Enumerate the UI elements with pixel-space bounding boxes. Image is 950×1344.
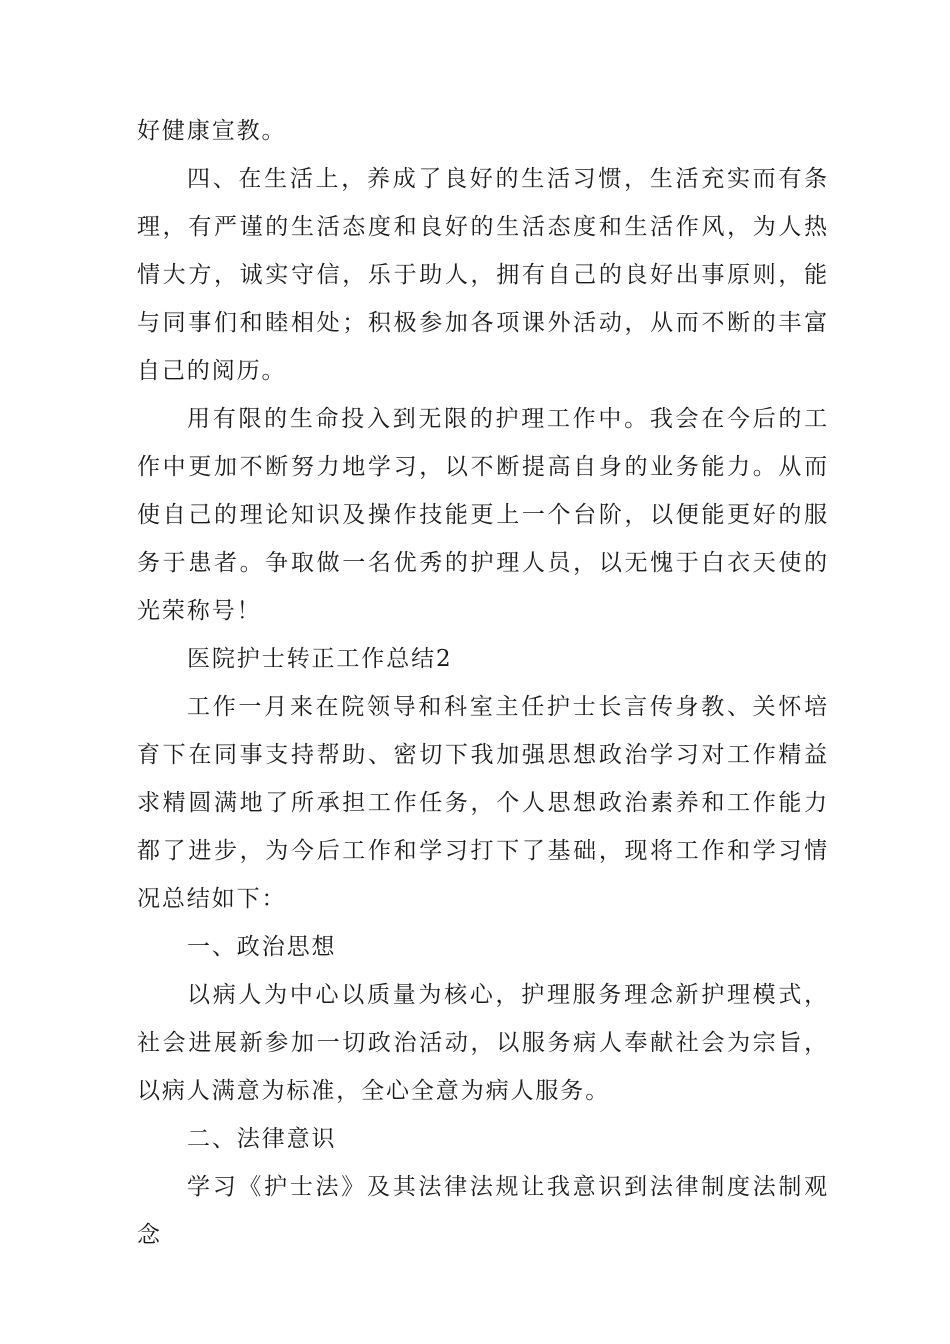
heading-political-thought: 一、政治思想 [187,934,337,960]
paragraph-closing: 用有限的生命投入到无限的护理工作中。我会在今后的工作中更加不断努力地学习，以不断提高自身的业务能力。从而使自己的理论知识及操作技能更上一个台阶，以便能更好的服务于患者。争取做一名优秀的护理人员，以无愧于白衣天使的光荣称号！ [137,406,829,624]
section-title: 医院护士转正工作总结2 [187,646,453,672]
paragraph-legal-awareness: 学习《护士法》及其法律法规让我意识到法律制度法制观念 [137,1174,829,1248]
paragraph-continuation: 好健康宣教。 [137,118,287,144]
paragraph-intro: 工作一月来在院领导和科室主任护士长言传身教、关怀培育下在同事支持帮助、密切下我加强思想政治学习对工作精益求精圆满地了所承担工作任务，个人思想政治素养和工作能力都了进步，为今后工作和学习打下了基础，现将工作和学习情况总结如下： [137,694,829,912]
heading-legal-awareness: 二、法律意识 [187,1126,337,1152]
paragraph-political-thought: 以病人为中心以质量为核心，护理服务理念新护理模式，社会进展新参加一切政治活动，以服务病人奉献社会为宗旨，以病人满意为标准，全心全意为病人服务。 [137,982,829,1104]
document-body [137,107,829,1259]
paragraph-life-habits: 四、在生活上，养成了良好的生活习惯，生活充实而有条理，有严谨的生活态度和良好的生活态度和生活作风，为人热情大方，诚实守信，乐于助人，拥有自己的良好出事原则，能与同事们和睦相处；积极参加各项课外活动，从而不断的丰富自己的阅历。 [137,166,829,384]
